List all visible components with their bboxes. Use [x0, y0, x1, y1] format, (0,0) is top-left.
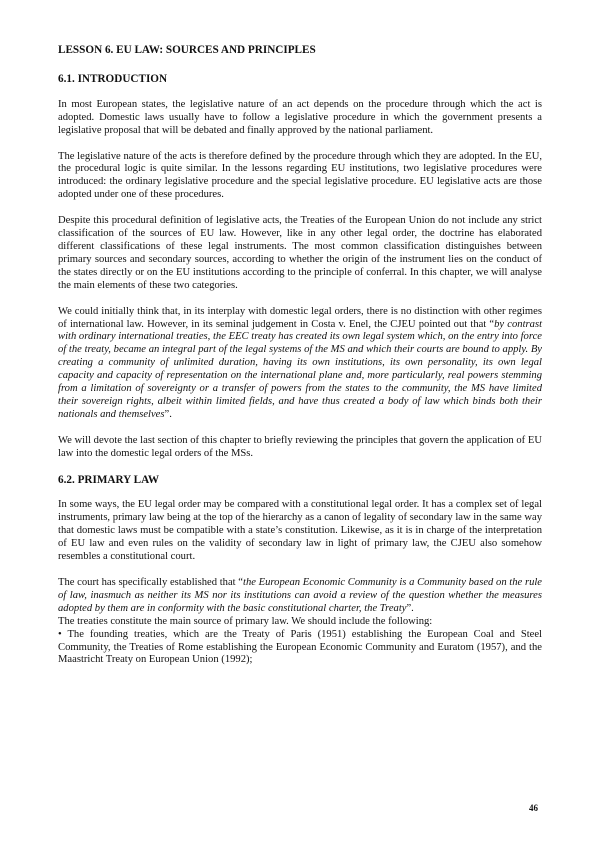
court-quote-paragraph — [58, 577, 542, 616]
lesson-title: LESSON 6. EU LAW: SOURCES AND PRINCIPLES — [58, 44, 316, 56]
costa-lead: We could initially think that, in its interplay with domestic legal orders, there is no distinction with other regimes of international law. However, in its seminal judgement in Costa v. Enel, the CJEU pointed out that “ — [58, 305, 542, 330]
intro-paragraph-2: The legislative nature of the acts is therefore defined by the procedure through which they are adopted. In the EU, the procedural logic is quite similar. In the lessons regarding EU institutions, two legislative procedures were introduced: the ordinary legislative procedure and the special legislative procedure. EU legislative acts are those adopted under one of these procedures. — [58, 150, 542, 201]
costa-tail: ”. — [164, 408, 172, 420]
treaties-intro: The treaties constitute the main source of primary law. We should include the following: — [58, 615, 433, 627]
intro-closing-paragraph: We will devote the last section of this chapter to briefly reviewing the principles that govern the application of EU law into the domestic legal orders of the MSs. — [58, 434, 542, 459]
section-heading-primary-law: 6.2. PRIMARY LAW — [58, 473, 160, 486]
primary-law-paragraph-1: In some ways, the EU legal order may be compared with a constitutional legal order. It has a complex set of legal instruments, primary law being at the top of the hierarchy as a canon of legality of secondary law in the same way that domestic laws must be compatible with a state’s constitution. Likewise, as it is in charge of the interpretation of EU law and even rules on the validity of secondary law in light of primary law, the CJEU also somehow resembles a constitutional court. — [58, 499, 542, 563]
section-heading-introduction: 6.1. INTRODUCTION — [58, 72, 168, 85]
page-number: 46 — [529, 803, 538, 813]
costa-enel-paragraph — [58, 306, 542, 422]
document-page — [58, 44, 542, 667]
bullet-founding-treaties: • The founding treaties, which are the Treaty of Paris (1951) establishing the European Coal and Steel Community, the Treaties of Rome establishing the European Economic Community and Euratom (1957), and the Maastricht Treaty on European Union (1992); — [58, 628, 542, 666]
intro-paragraph-1: In most European states, the legislative nature of an act depends on the procedure through which the act is adopted. Domestic laws usually have to follow a legislative procedure in which the government presents a legislative proposal that will be debated and finally approved by the national parliament. — [58, 98, 542, 136]
intro-paragraph-3: Despite this procedural definition of legislative acts, the Treaties of the European Union do not include any strict classification of the sources of EU law. However, like in any other legal order, the doctrine has elaborated different classifications of these legal instruments. The most common classification distinguishes between primary sources and secondary sources, according to whether the origin of the instrument lies on the conduct of the states directly or on the EU institutions according to the principle of conferral. In this chapter, we will analyse the main elements of these two categories. — [58, 215, 542, 291]
court-tail: ”. — [406, 602, 414, 614]
costa-quote: by contrast with ordinary international treaties, the EEC treaty has created its own legal system which, on the entry into force of the treaty, became an integral part of the legal systems of the MS and which their courts are bound to apply. By creating a community of unlimited duration, having its own institutions, its own personality, its own legal capacity and capacity of representation on the international plane and, more particularly, real powers stemming from a limitation of sovereignty or a transfer of powers from the states to the community, the MS have limited their sovereign rights, albeit within limited fields, and have thus created a body of law which binds both their nationals and themselves — [58, 318, 543, 420]
court-quote: the European Economic Community is a Community based on the rule of law, inasmuch as neither its MS nor its institutions can avoid a review of the question whether the measures adopted by them are in conformity with the basic constitutional charter, the Treaty — [58, 577, 543, 614]
court-lead: The court has specifically established that “ — [58, 577, 244, 588]
